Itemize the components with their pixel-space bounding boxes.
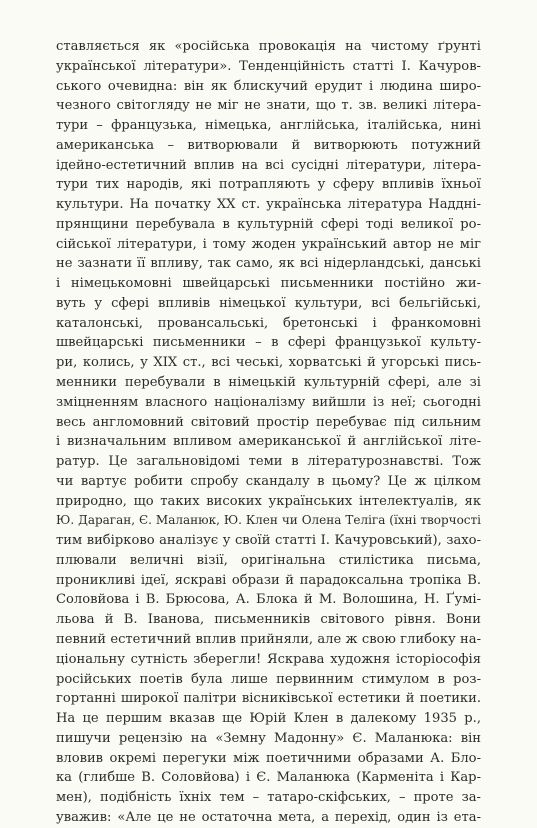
text-line: Ю. Дараган, Є. Маланюк, Ю. Клен чи Олена Теліга (їхні творчості	[56, 513, 481, 528]
text-line: вуть у сфері впливів німецької культури, всі бельгійські,	[56, 295, 481, 311]
text-line: чи вартує робити спробу скандалу в цьому? Це ж цілком	[56, 473, 481, 489]
text-line: зміцненням власного націоналізму вийшли із неї; сьогодні	[56, 394, 481, 410]
text-line: весь англомовний світовий простір перебуває під сильним	[56, 414, 481, 430]
text-line: проникливі ідеї, яскраві образи й парадоксальна тропіка В.	[56, 572, 481, 588]
text-line: ка (глибше В. Соловйова) і Є. Маланюка (Карменіта і Кар-	[56, 770, 481, 786]
text-line: уважив: «Але це не остаточна мета, а перехід, один із ета-	[56, 809, 481, 825]
text-line: швейцарські письменники – в сфері французької культу-	[56, 335, 481, 351]
text-line: плювали величні візії, оригінальна стилістика письма,	[56, 552, 481, 568]
text-line: льова й В. Іванова, письменників світового рівня. Вони	[56, 612, 481, 628]
text-line: пишучи рецензію на «Земну Мадонну» Є. Маланюка: він	[56, 730, 481, 746]
text-line: чезного світогляду не міг не знати, що т. зв. великі літера-	[56, 98, 481, 114]
text-line: На це першим вказав ще Юрій Клен в далекому 1935 р.,	[56, 711, 481, 727]
text-line: вловив окремі перегуки між поетичними образами А. Бло-	[56, 750, 481, 766]
text-line: ри, колись, у XIX ст., всі чеські, хорватські й угорські пись-	[56, 355, 481, 371]
text-line: каталонські, провансальські, бретонські і франкомовні	[56, 315, 481, 331]
text-line: ціональну сутність зберегли! Яскрава художня історіософія	[56, 651, 481, 667]
text-line: Соловйова і В. Брюсова, А. Блока й М. Волошина, Н. Ґумі-	[56, 592, 481, 608]
text-line: природно, що таких високих українських інтелектуалів, як	[56, 493, 481, 509]
text-line: американська – витворювали й витворюють потужний	[56, 137, 481, 153]
text-line: тури – французька, німецька, англійська, італійська, нині	[56, 118, 481, 134]
text-line: ставляється як «російська провокація на чистому ґрунті	[56, 39, 481, 54]
text-line: російських поетів була лише первинним стимулом в роз-	[56, 671, 481, 687]
text-line: української літератури». Тенденційність статті І. Качуров-	[56, 58, 481, 74]
text-line: культури. На початку ХХ ст. українська література Наддні-	[56, 197, 481, 213]
text-line: ратур. Це загальновідомі теми в літературознавстві. Тож	[56, 454, 481, 470]
text-line: мен), подібність їхніх тем – татаро-скіфських, – проте за-	[56, 790, 481, 806]
text-line: гортанні широкої палітри вісниківської естетики й поетики.	[56, 691, 481, 707]
text-line: і німецькомовні швейцарські письменники постійно жи-	[56, 276, 481, 292]
text-line: тим вибірково аналізує у своїй статті І. Качуровський), захо-	[56, 533, 481, 549]
text-line: прянщини перебувала в культурній сфері тодi великої ро-	[56, 216, 481, 232]
text-line: сійської літератури, і тому жоден український автор не міг	[56, 236, 481, 252]
text-line: тури тих народів, які потрапляють у сферу впливів їхньої	[56, 177, 481, 193]
text-line: ського очевидна: він як блискучий ерудит і людина широ-	[56, 78, 481, 94]
text-line: певний естетичний вплив прийняли, але ж свою глибоку на-	[56, 631, 481, 647]
text-line: ідейно-естетичний вплив на всі сусідні літератури, літера-	[56, 157, 481, 173]
body-text	[56, 37, 481, 828]
text-line: і визначальним впливом американської й англійської літе-	[56, 434, 481, 450]
text-line: не зазнати її впливу, так само, як всі нідерландські, данські	[56, 256, 481, 272]
text-line: менники перебували в німецькій культурній сфері, але зі	[56, 375, 481, 391]
